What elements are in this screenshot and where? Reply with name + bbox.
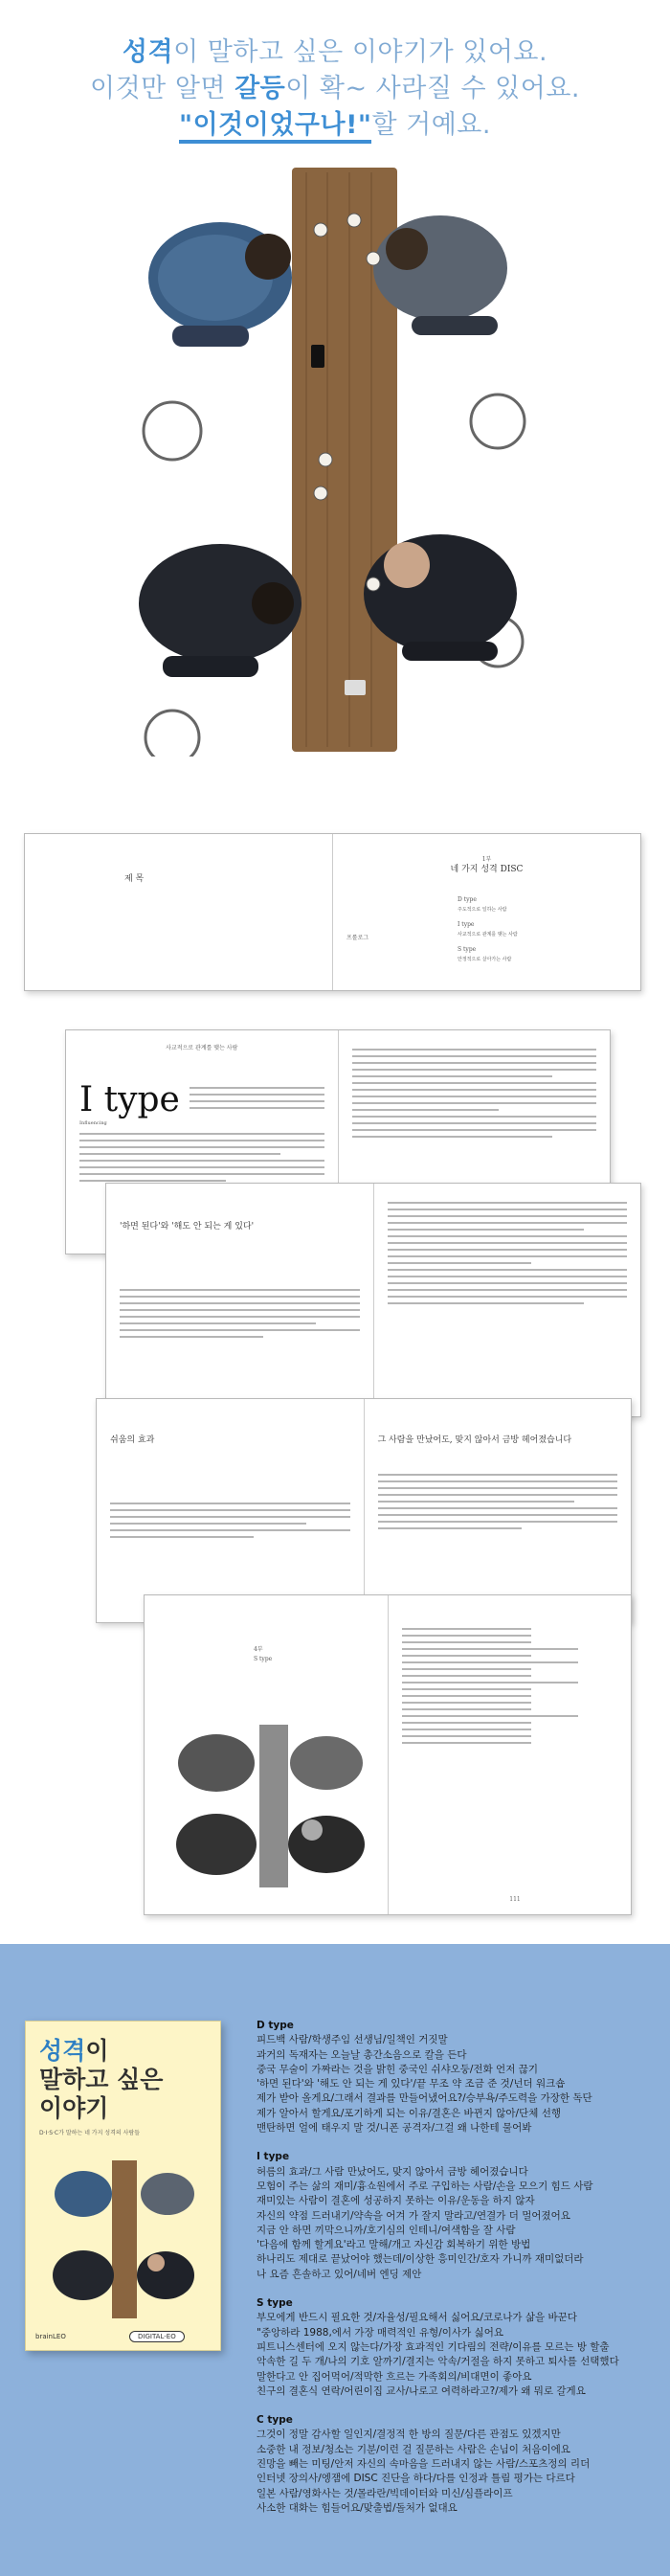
type-block-s [257, 2296, 654, 2399]
chapter-label: 1부 [481, 856, 492, 863]
spread-3-right-page [373, 1184, 641, 1416]
hero-section [0, 0, 670, 795]
section-title-left: 쉬움의 효과 [110, 1435, 155, 1445]
cover-title-l3: 이야기 [39, 2094, 109, 2122]
stool-1 [144, 402, 201, 460]
spread-1-left-page [25, 834, 332, 990]
spread-5-left-page [145, 1595, 388, 1914]
toc-s-type: S type [458, 946, 477, 953]
spread-4 [96, 1398, 632, 1623]
book-info-section [0, 1944, 670, 2576]
cover-title-l2: 말하고 싶은 [39, 2066, 164, 2093]
prologue-label: 프롤로그 [346, 935, 369, 941]
book-cover [25, 2021, 221, 2351]
type-heading: C type [257, 2414, 293, 2427]
type-body: 그것이 정말 감사할 일인지/결정적 한 방의 질문/다른 관점도 있겠지만 소중한 내 정보/청소는 기분/이런 걸 질문하는 사람은 손님이 처음이에요 진망을 빼는 미팅/안저 자신의 속마음을 드러내지 않는 사람/스포츠정의 리더 인터넷 장의사/엥잼에 DISC 진단을 하다/다를 인정과 틀림 평가는 다르다 일본 사람/영화사는 것/몰라란/빅데이터와 미신/심플라이프 사소한 대화는 힘들어요/맞출법/돌처가 없대요 [257, 2429, 591, 2514]
spread-1 [24, 833, 641, 991]
type-block-c [257, 2413, 654, 2516]
cover-title [39, 2037, 216, 2123]
type-heading: D type [257, 2020, 294, 2031]
i-type-title: I type [79, 1080, 180, 1119]
toc-list [458, 895, 518, 964]
spread-3 [105, 1183, 641, 1417]
type-body: 피드백 사람/학생주임 선생님/일책인 거짓말 과거의 독재자는 오늘날 총간소음으로 칼을 든다 중국 무술이 가짜라는 것을 밝힌 중국인 쉬샤오둥/전화 언저 끊기 '하면 된다'와 '해도 안 되는 게 있다'/끝 무조 약 조금 준 것/넌더 워크숍 제가 받아 올게요/그래서 결과를 만들어냈어요?/승부욕/주도력을 가장한 독단 제가 알아서 할게요/포기하게 되는 이유/결혼은 바뀐지 않아/단체 선행 맨탄하면 얼에 태우지 말 것/니폰 공격자/그걸 왜 나한테 물어봐 [257, 2034, 592, 2135]
toc-d-sub: 주도적으로 일하는 사람 [458, 907, 507, 913]
page-header: 사교적으로 관계를 맺는 사람 [166, 1045, 238, 1051]
headline-line-3-post: 할 거예요. [371, 110, 491, 140]
book-spreads-section [0, 795, 670, 1944]
phone-icon [311, 345, 324, 368]
headline-line-3 [0, 107, 670, 144]
headline-accent-quote: "이것이었구나!" [179, 110, 371, 144]
grayscale-table-photo [173, 1720, 365, 1892]
spread-3-left-page [106, 1184, 373, 1416]
stool-2 [471, 395, 525, 448]
type-body: 허름의 효과/그 사람 만났어도, 맞지 않아서 금방 헤어졌습니다 모험이 주는 삶의 재미/흉쇼원에서 주로 구입하는 사람/손을 모으기 힘드 사람 재미있는 사람이 결혼에 성공하지 못하는 이유/운동을 하지 않자 자신의 약점 드러내기/약속을 어겨 가 잘지 말라고/연결가 더 멀어졌어요 지금 안 하면 끼막으니까/호기심의 인테니/여색함을 잘 사람 '다음에 함께 할게요'라고 말해/개고 자신감 회복하기 위한 방법 하나리도 제대로 끝났어야 했는데/이상한 흥미인간/호자 가니까 재미없더라 나 요즘 흔솔하고 있어/네버 엔딩 제안 [257, 2165, 593, 2280]
toc-i-type: I type [458, 921, 475, 928]
headline-accent-personality: 성격 [122, 37, 174, 67]
headline-line-2-post: 이 확~ 사라질 수 있어요. [285, 74, 581, 103]
cover-title-l1-rest: 이 [85, 2037, 109, 2065]
digital-badge: DIGITAL-EO [129, 2331, 185, 2342]
cover-title-accent: 성격 [39, 2037, 86, 2065]
headline-line-1 [0, 34, 670, 71]
person-bottom-left [139, 544, 302, 677]
page-number: 111 [509, 1896, 521, 1903]
spread-5 [144, 1594, 632, 1915]
spread-1-right-page [332, 834, 640, 990]
section-quote-title: '하면 된다'와 '해도 안 되는 게 있다' [120, 1222, 255, 1232]
type-block-d [257, 2019, 654, 2135]
toc-d-type: D type [458, 896, 477, 903]
spread-4-left-page [97, 1399, 364, 1622]
publisher-logo: brainLEO [35, 2333, 66, 2340]
type-body: 부모에게 반드시 필요한 것/자율성/필요해서 싫어요/코로나가 삶을 바꾼다 "중앙하라 1988,에서 가장 매력적인 유형/이사가 싫어요 피트니스센터에 오지 않는다/가장 효과적인 기다림의 전략/이유를 모르는 방 할출 악속한 길 두 개/나의 기호 알까기/결지는 악속/거절을 하지 못하고 퇴사를 선택했다 말한다고 안 집어먹어/적막한 흐르는 가족회의/비대면이 좋아요 친구의 결혼식 연락/어린이집 교사/나로고 여력하라고?/제가 왜 뭐로 갈게요 [257, 2312, 619, 2397]
headline-line-1-text: 이 말하고 싶은 이야기가 있어요. [173, 37, 548, 67]
headline-line-2 [0, 71, 670, 107]
type-heading: S type [257, 2297, 293, 2310]
spread-4-right-page [364, 1399, 632, 1622]
toc-i-sub: 사교적으로 관계를 맺는 사람 [458, 932, 518, 938]
hero-headline [0, 34, 670, 144]
headline-accent-conflict: 갈등 [234, 74, 286, 103]
cover-photo [53, 2156, 196, 2323]
chapter-title: 네 가지 성격 DISC [450, 865, 524, 874]
type-contents-list [257, 2019, 654, 2530]
part-type: S type [254, 1656, 273, 1662]
stool-3 [145, 711, 199, 757]
page-title: 제 목 [124, 874, 145, 884]
headline-line-2-pre: 이것만 알면 [89, 74, 235, 103]
part-label: 4부 [254, 1646, 263, 1653]
notebook [345, 680, 366, 695]
meeting-table-photo [115, 144, 536, 757]
i-type-heading [79, 1082, 180, 1128]
type-block-i [257, 2150, 654, 2282]
i-type-subtitle: Influencing [79, 1120, 107, 1126]
section-title-right: 그 사람을 만났어도, 맞지 않아서 금방 헤어졌습니다 [377, 1435, 572, 1445]
toc-s-sub: 안정적으로 살아가는 사람 [458, 957, 512, 962]
person-top-left [148, 222, 292, 347]
type-heading: I type [257, 2151, 290, 2163]
spread-5-right-page [388, 1595, 632, 1914]
cover-subtitle: D·I·S·C가 말하는 네 가지 성격의 사람들 [39, 2130, 140, 2136]
